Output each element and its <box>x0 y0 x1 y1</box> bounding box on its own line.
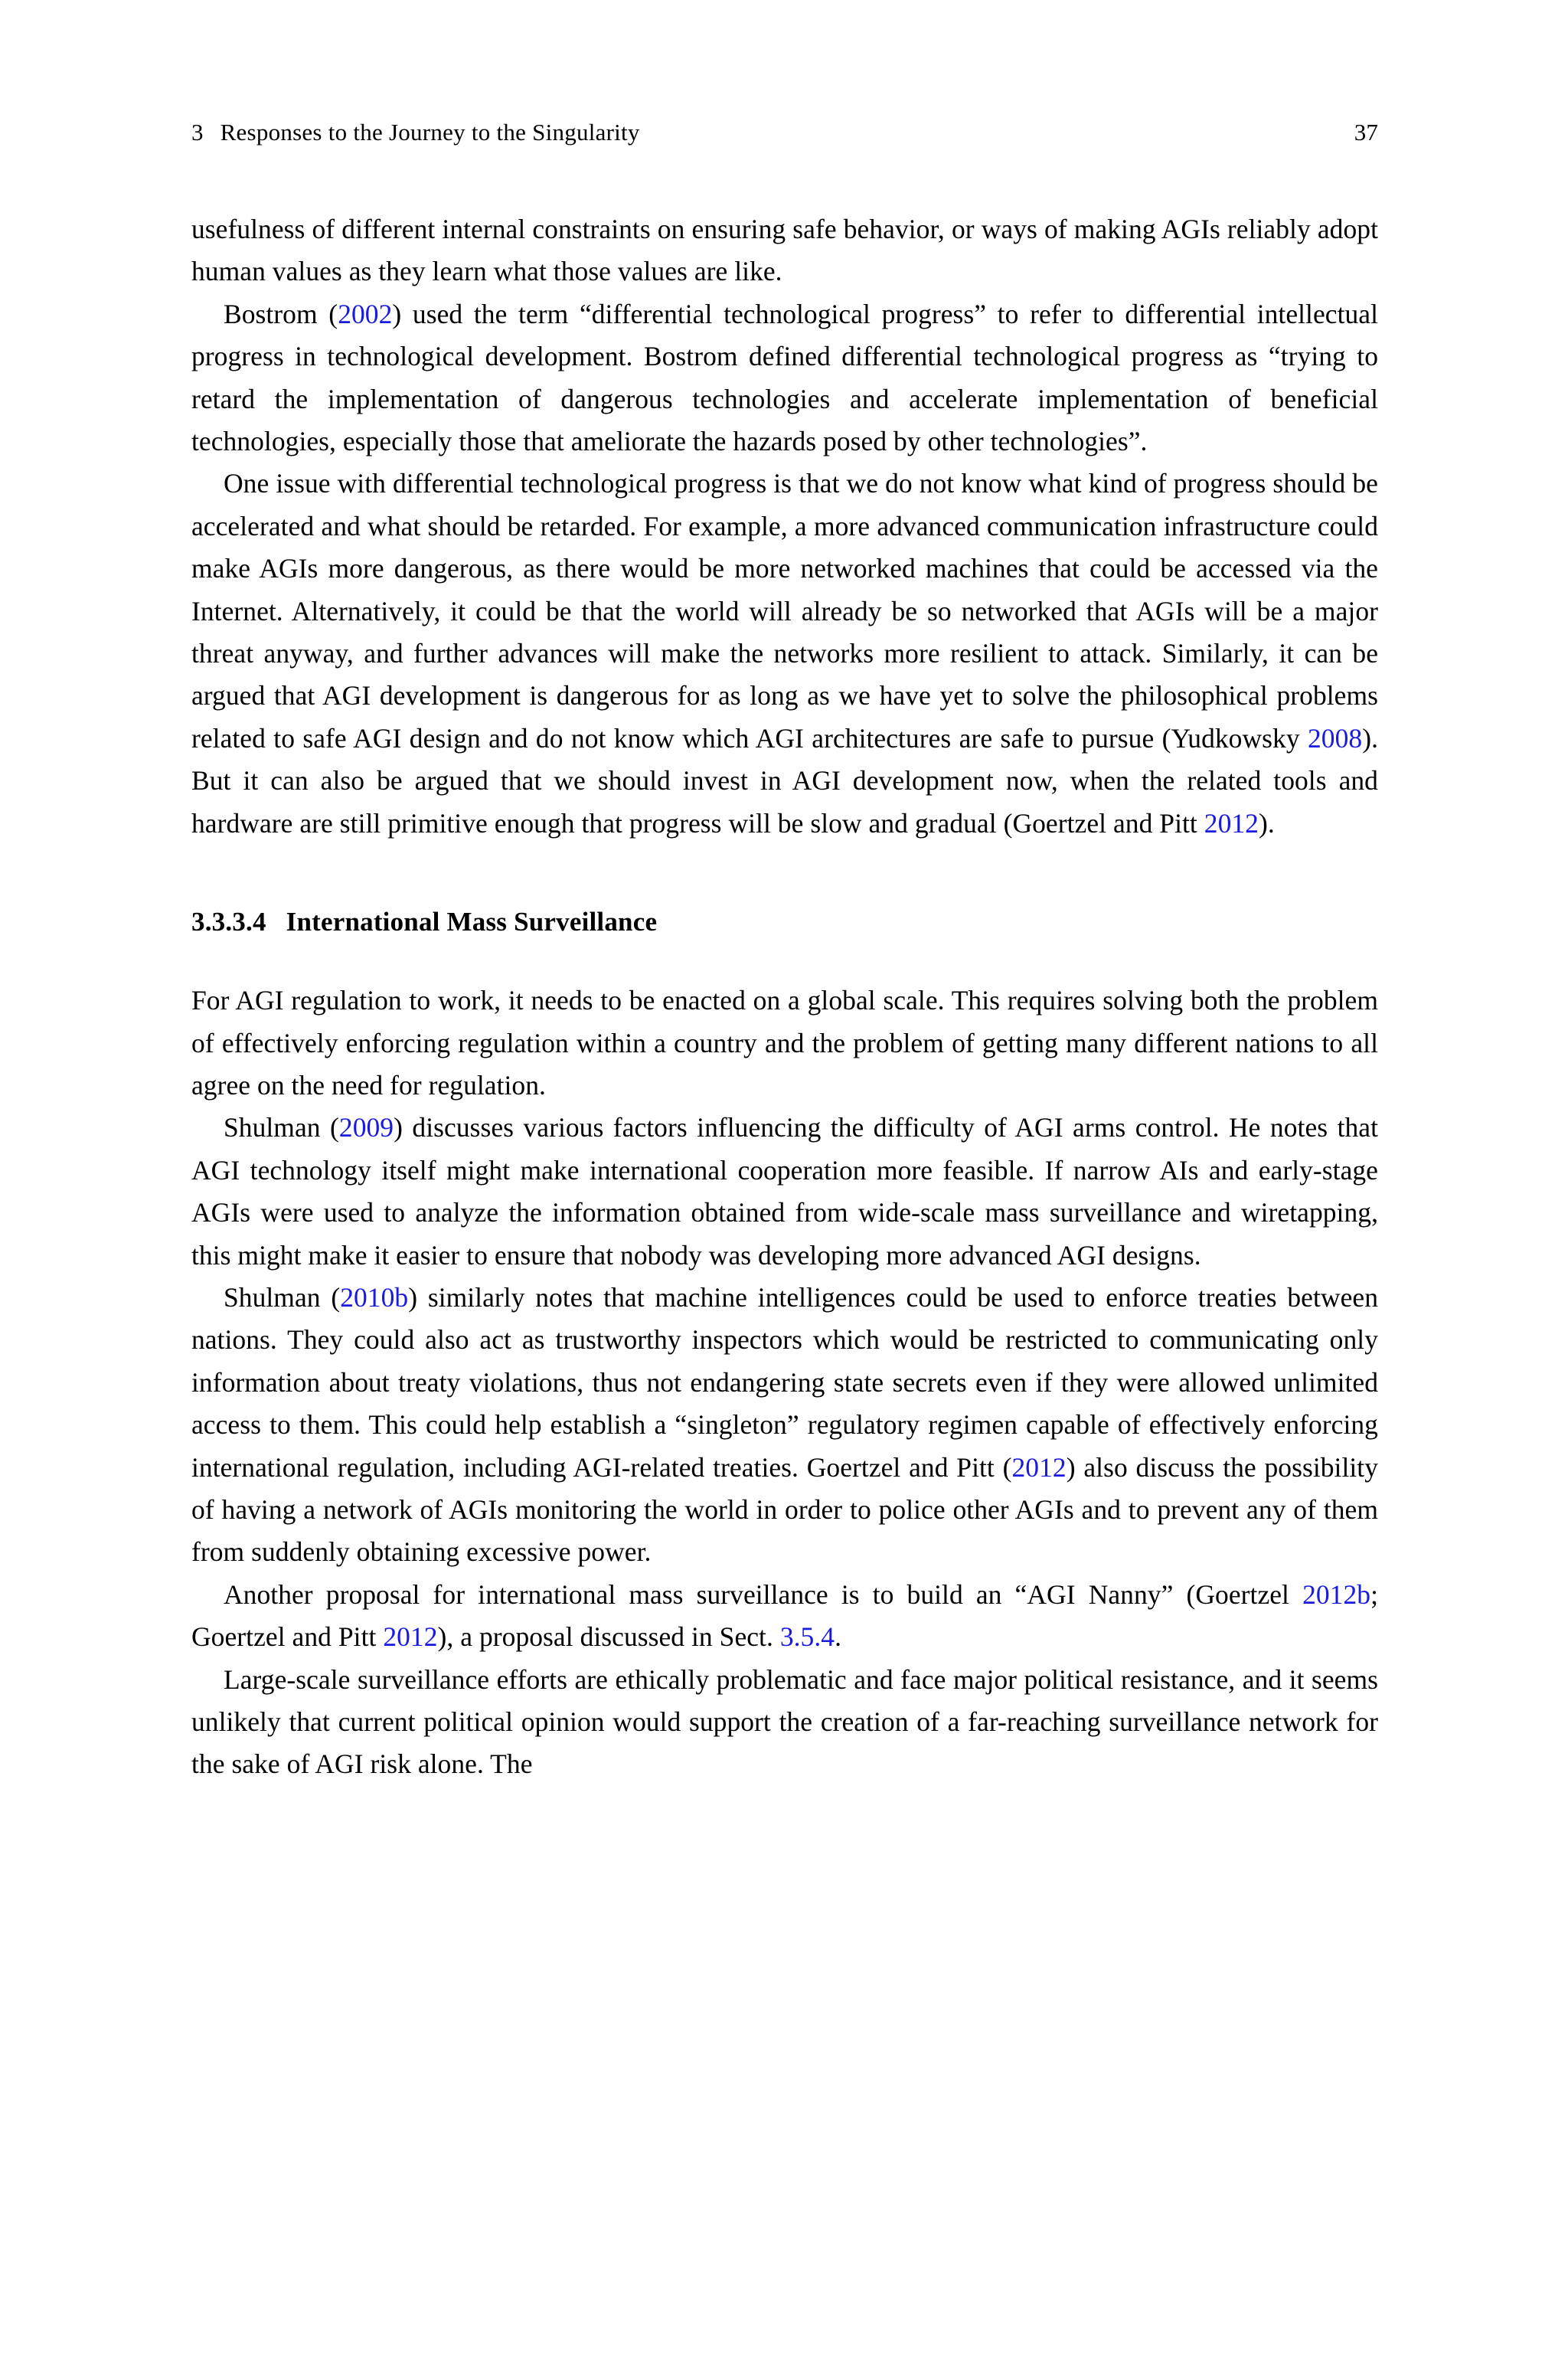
citation-shulman-2009[interactable]: 2009 <box>338 1112 394 1143</box>
paragraph-4-text: For AGI regulation to work, it needs to be enacted on a global scale. This requires solving both the problem of effectively enforcing regulation within a country and the problem of getting many different nations to all agree on the need for regulation. <box>191 985 1378 1101</box>
citation-goertzel-pitt-2012[interactable]: 2012 <box>1204 807 1259 839</box>
paragraph-7-segment-1: Another proposal for international mass surveillance is to build an “AGI Nanny” (Goertzel <box>224 1578 1303 1610</box>
paragraph-3-segment-3: ). <box>1258 807 1275 839</box>
section-heading <box>191 904 1378 940</box>
paragraph-6-segment-1: Shulman ( <box>224 1281 341 1313</box>
paragraph-2 <box>191 293 1378 463</box>
running-head <box>191 119 1378 146</box>
paragraph-6-segment-2: ) similarly notes that machine intelligences could be used to enforce treaties between nations. They could also act as trustworthy inspectors which would be restricted to communicating only information about treaty violations, thus not endangering state secrets even if they were allowed unlimited access to them. This could help establish a “singleton” regulatory regimen capable of effectively enforcing international regulation, including AGI-related treaties. Goertzel and Pitt ( <box>191 1281 1379 1483</box>
citation-goertzel-pitt-2012-second[interactable]: 2012 <box>1011 1451 1067 1483</box>
chapter-number: 3 <box>191 119 204 146</box>
paragraph-5-segment-1: Shulman ( <box>224 1112 339 1143</box>
heading-spacer-below <box>191 940 1378 980</box>
paragraph-7 <box>191 1574 1378 1659</box>
paragraph-2-segment-2: ) used the term “differential technological progress” to refer to differential intellectual progress in technological development. Bostrom defined differential technological progress as “trying to retard the implementation of dangerous technologies and accelerate implementation of beneficial technologies, especially those that ameliorate the hazards posed by other technologies”. <box>191 298 1378 457</box>
paragraph-2-segment-1: Bostrom ( <box>224 298 338 329</box>
paragraph-1-text: usefulness of different internal constraints on ensuring safe behavior, or ways of making AGIs reliably adopt human values as they learn what those values are like. <box>191 214 1378 287</box>
paragraph-5 <box>191 1107 1378 1277</box>
running-head-left <box>191 119 640 146</box>
page-number: 37 <box>1354 119 1378 146</box>
body-text-block <box>191 208 1378 1786</box>
citation-bostrom-2002[interactable]: 2002 <box>338 298 393 329</box>
paragraph-7-segment-2: ; Goertzel and Pitt <box>191 1578 1378 1653</box>
cross-reference-sect-3-5-4[interactable]: 3.5.4 <box>779 1621 835 1653</box>
section-title: International Mass Surveillance <box>286 907 658 937</box>
section-number: 3.3.3.4 <box>191 907 266 937</box>
paragraph-7-segment-4: . <box>835 1621 842 1653</box>
citation-goertzel-2012b[interactable]: 2012b <box>1302 1578 1371 1610</box>
paragraph-5-segment-2: ) discusses various factors influencing the difficulty of AGI arms control. He notes that AGI technology itself might make international cooperation more feasible. If narrow AIs and early-stage AGIs were used to analyze the information obtained from wide-scale mass surveillance and wiretapping, this might make it easier to ensure that nobody was developing more advanced AGI designs. <box>191 1112 1378 1271</box>
paragraph-4 <box>191 980 1378 1107</box>
citation-goertzel-pitt-2012-third[interactable]: 2012 <box>383 1621 438 1653</box>
heading-spacer-above <box>191 845 1378 904</box>
paragraph-8-text: Large-scale surveillance efforts are ethically problematic and face major political resistance, and it seems unlikely that current political opinion would support the creation of a far-reaching surveillance network for the sake of AGI risk alone. The <box>191 1663 1378 1780</box>
paragraph-6 <box>191 1277 1378 1574</box>
paragraph-6-segment-3: ) also discuss the possibility of having a network of AGIs monitoring the world in order to police other AGIs and to prevent any of them from suddenly obtaining excessive power. <box>191 1451 1379 1568</box>
paragraph-3-segment-1: One issue with differential technological progress is that we do not know what kind of progress should be accelerated and what should be retarded. For example, a more advanced communication infrastructure could make AGIs more dangerous, as there would be more networked machines that could be accessed via the Internet. Alternatively, it could be that the world will already be so networked that AGIs will be a major threat anyway, and further advances will make the networks more resilient to attack. Similarly, it can be argued that AGI development is dangerous for as long as we have yet to solve the philosophical problems related to safe AGI design and do not know which AGI architectures are safe to pursue (Yudkowsky <box>191 468 1378 754</box>
paragraph-7-segment-3: ), a proposal discussed in Sect. <box>437 1621 780 1653</box>
paragraph-8 <box>191 1659 1378 1786</box>
citation-yudkowsky-2008[interactable]: 2008 <box>1308 722 1363 754</box>
paragraph-3 <box>191 463 1378 845</box>
paragraph-1 <box>191 208 1378 293</box>
citation-shulman-2010b[interactable]: 2010b <box>340 1281 409 1313</box>
chapter-title: Responses to the Journey to the Singularity <box>220 119 640 146</box>
paragraph-3-segment-2: ). But it can also be argued that we should invest in AGI development now, when the related tools and hardware are still primitive enough that progress will be slow and gradual (Goertzel and Pitt <box>191 722 1378 839</box>
